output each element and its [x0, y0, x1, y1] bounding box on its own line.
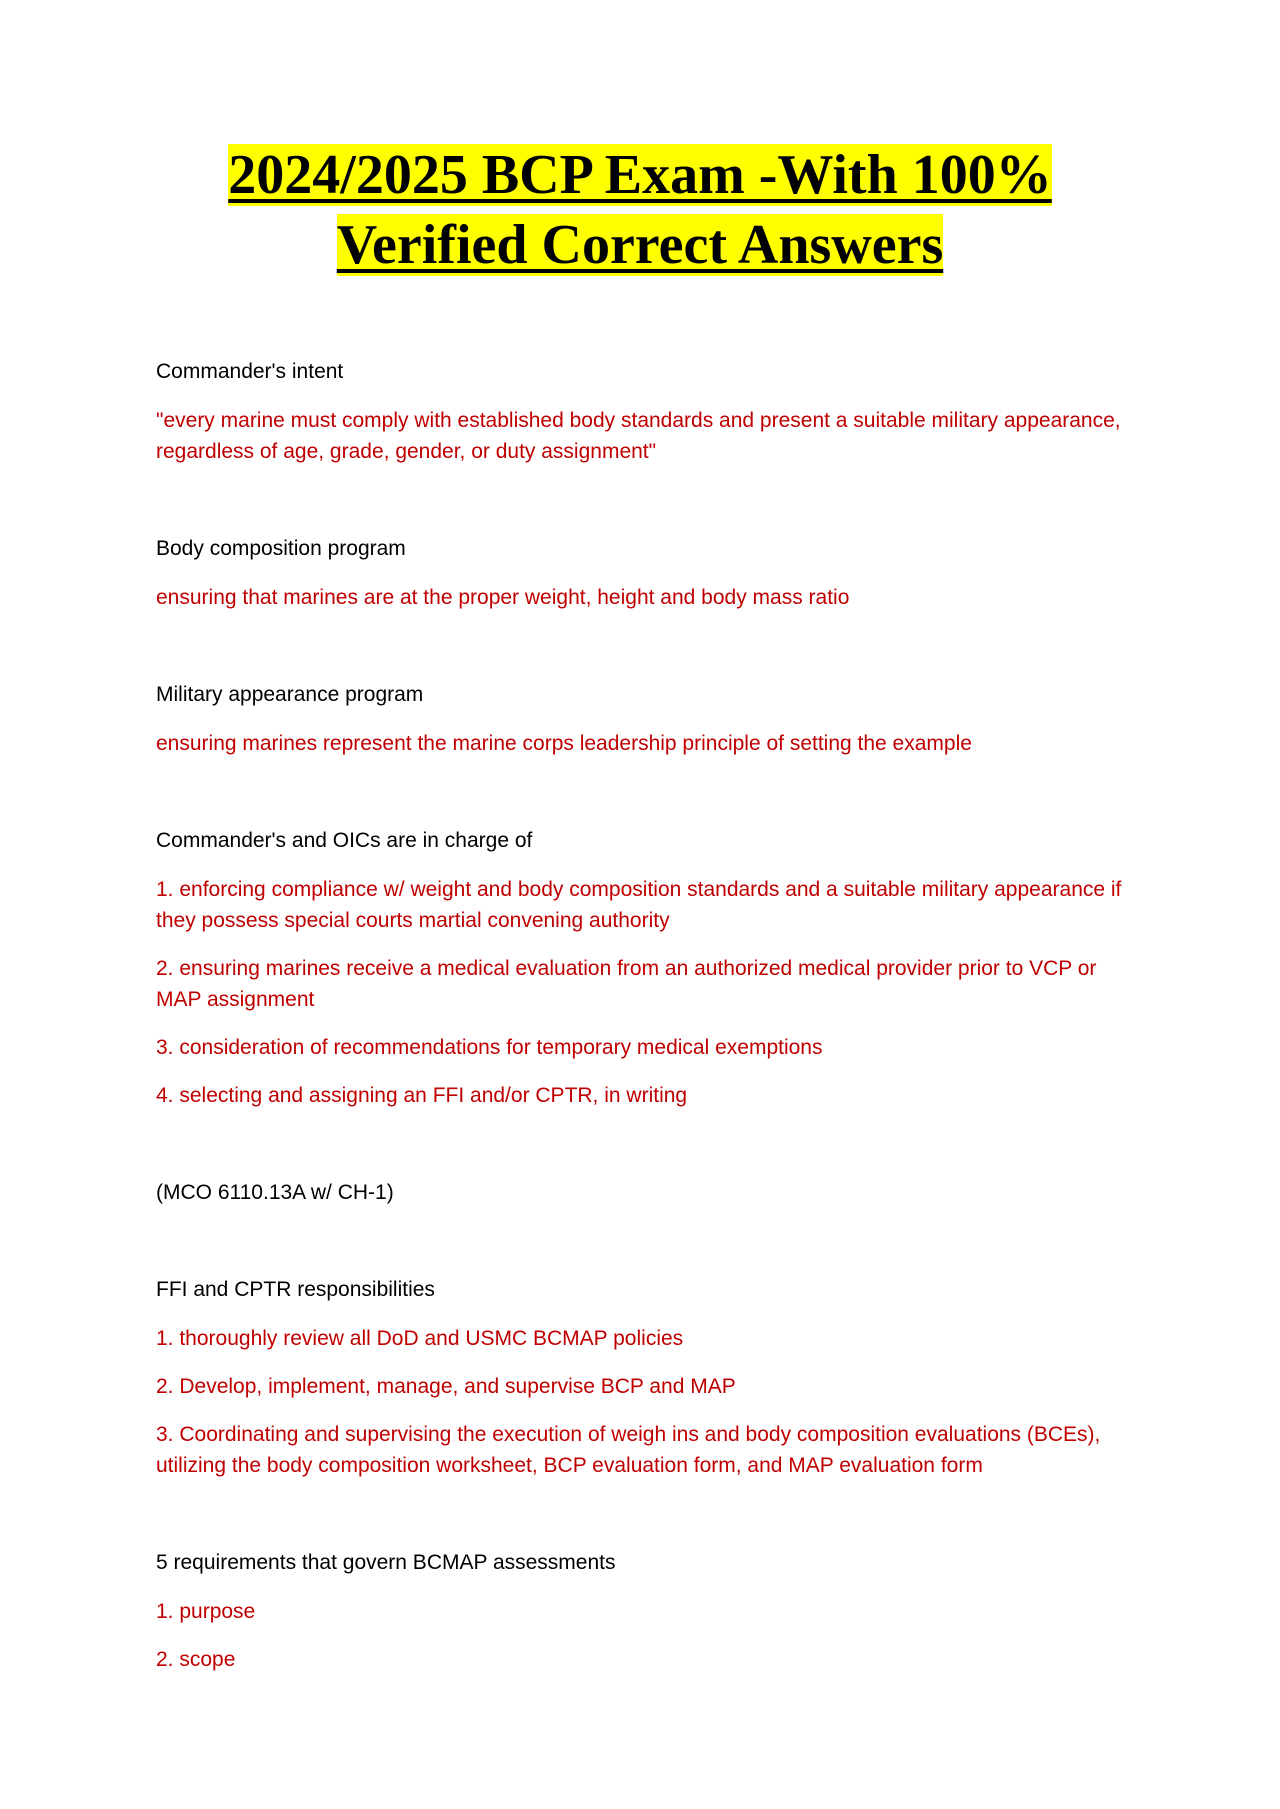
answer-text: 2. ensuring marines receive a medical evaluation from an authorized medical provider prior to VCP or MAP assignment	[156, 957, 1097, 1011]
title-line-2: Verified Correct Answers	[336, 214, 944, 276]
qa-block	[156, 1547, 1136, 1675]
answer-text: 1. thoroughly review all DoD and USMC BCMAP policies	[156, 1327, 684, 1350]
qa-block	[156, 679, 1136, 759]
answer-text: 3. consideration of recommendations for temporary medical exemptions	[156, 1036, 823, 1059]
question-text: Commander's intent	[156, 360, 344, 383]
answer-text: 3. Coordinating and supervising the execution of weigh ins and body composition evaluations (BCEs), utilizing the body composition worksheet, BCP evaluation form, and MAP evaluation form	[156, 1423, 1101, 1477]
question-text: Military appearance program	[156, 683, 424, 706]
answer-text: ensuring that marines are at the proper weight, height and body mass ratio	[156, 586, 850, 609]
qa-block	[156, 533, 1136, 613]
question-text: Commander's and OICs are in charge of	[156, 829, 533, 852]
qa-block	[156, 825, 1136, 1111]
qa-block	[156, 1177, 1136, 1208]
question-text: 5 requirements that govern BCMAP assessments	[156, 1551, 616, 1574]
question-text: FFI and CPTR responsibilities	[156, 1278, 435, 1301]
qa-block	[156, 1274, 1136, 1481]
reference-text: (MCO 6110.13A w/ CH-1)	[156, 1181, 394, 1204]
document-title	[0, 140, 1280, 280]
question-text: Body composition program	[156, 537, 406, 560]
qa-block	[156, 356, 1136, 467]
answer-text: 1. enforcing compliance w/ weight and body composition standards and a suitable military appearance if they possess special courts martial convening authority	[156, 878, 1122, 932]
qa-list	[156, 356, 1136, 1675]
title-line-1: 2024/2025 BCP Exam -With 100%	[228, 144, 1052, 206]
answer-text: 2. scope	[156, 1648, 236, 1671]
answer-text: 2. Develop, implement, manage, and supervise BCP and MAP	[156, 1375, 736, 1398]
answer-text: 1. purpose	[156, 1600, 256, 1623]
answer-text: ensuring marines represent the marine corps leadership principle of setting the example	[156, 732, 972, 755]
answer-text: 4. selecting and assigning an FFI and/or CPTR, in writing	[156, 1084, 688, 1107]
answer-text: "every marine must comply with established body standards and present a suitable military appearance, regardless of age, grade, gender, or duty assignment"	[156, 409, 1121, 463]
